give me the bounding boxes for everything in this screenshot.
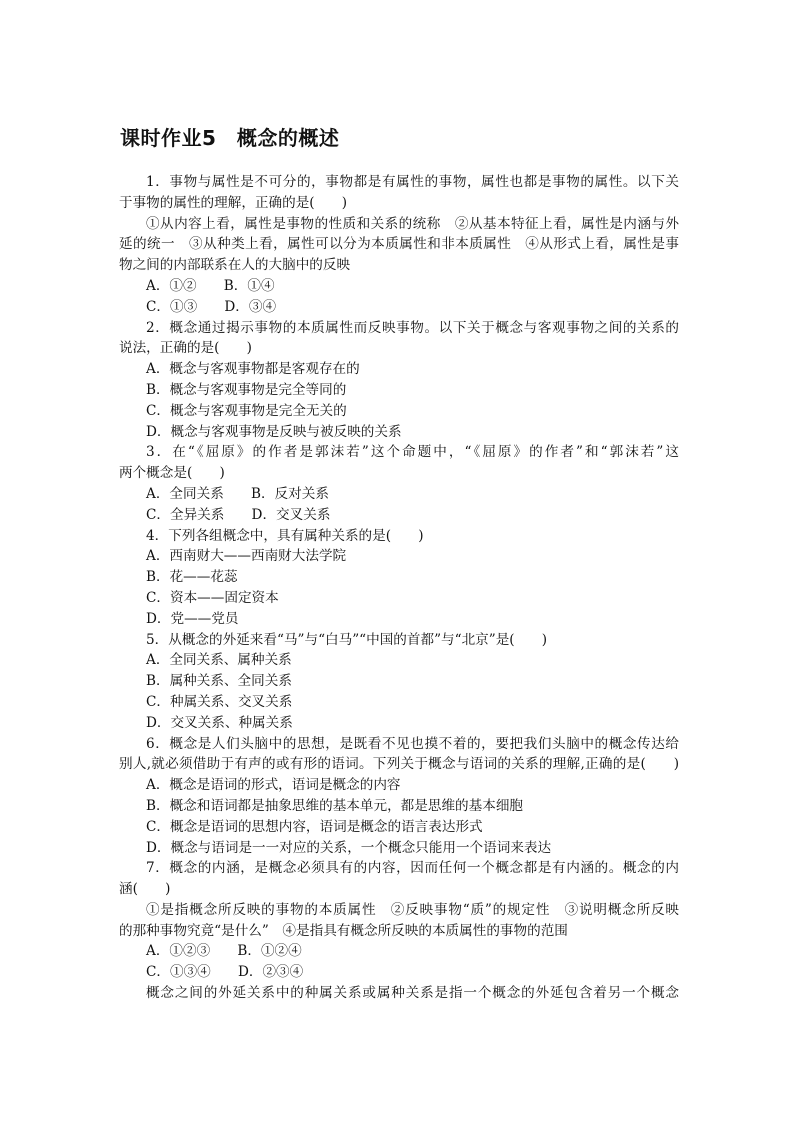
text-line: 概念之间的外延关系中的种属关系或属种关系是指一个概念的外延包含着另一个概念	[146, 985, 679, 1002]
text-line: 3．在“《屈原》的作者是郭沫若”这个命题中，“《屈原》的作者”和“郭沫若”这	[146, 444, 679, 461]
text-line: C．种属关系、交叉关系	[146, 693, 293, 710]
text-line: C．全异关系 D．交叉关系	[146, 506, 331, 523]
text-line: C．资本——固定资本	[146, 589, 279, 606]
text-line: C．①③④ D．②③④	[146, 964, 304, 981]
text-line: ①是指概念所反映的事物的本质属性 ②反映事物“质”的规定性 ③说明概念所反映	[146, 901, 679, 918]
text-line: B．花——花蕊	[146, 569, 238, 586]
text-line: A．①②③ B．①②④	[146, 943, 302, 960]
text-line: A．西南财大——西南财大法学院	[146, 548, 347, 565]
text-line: A．概念是语词的形式，语词是概念的内容	[146, 777, 401, 794]
page-title: 课时作业5 概念的概述	[120, 126, 340, 150]
text-line: 2．概念通过揭示事物的本质属性而反映事物。以下关于概念与客观事物之间的关系的	[146, 319, 679, 336]
text-line: 于事物的属性的理解，正确的是( )	[119, 194, 348, 211]
text-line: D．交叉关系、种属关系	[146, 714, 293, 731]
exercise-content	[119, 172, 679, 1004]
text-line: B．属种关系、全同关系	[146, 673, 292, 690]
text-line: 1．事物与属性是不可分的，事物都是有属性的事物，属性也都是事物的属性。以下关	[146, 174, 679, 190]
text-line: 说法，正确的是( )	[119, 340, 252, 357]
text-line: A．①② B．①④	[146, 277, 275, 294]
text-line: B．概念与客观事物是完全等同的	[146, 381, 347, 398]
text-line: C．概念与客观事物是完全无关的	[146, 402, 347, 419]
text-line: A．全同关系 B．反对关系	[146, 485, 329, 502]
text-line: A．概念与客观事物都是客观存在的	[146, 361, 360, 378]
text-line: 7．概念的内涵，是概念必须具有的内容，因而任何一个概念都是有内涵的。概念的内	[146, 860, 679, 877]
text-line: 物之间的内部联系在人的大脑中的反映	[119, 257, 351, 274]
text-line: 4．下列各组概念中，具有属种关系的是( )	[146, 527, 424, 544]
text-line: B．概念和语词都是抽象思维的基本单元，都是思维的基本细胞	[146, 797, 524, 814]
text-line: D．概念与语词是一一对应的关系，一个概念只能用一个语词来表达	[146, 839, 552, 856]
text-line: 5．从概念的外延来看“马”与“白马”“中国的首都”与“北京”是( )	[146, 631, 548, 648]
text-line: 的那种事物究竟“是什么” ④是指具有概念所反映的本质属性的事物的范围	[119, 922, 568, 939]
text-line: D．党——党员	[146, 610, 239, 627]
text-line: A．全同关系、属种关系	[146, 652, 292, 669]
text-line: 两个概念是( )	[119, 465, 225, 482]
text-line: ①从内容上看，属性是事物的性质和关系的统称 ②从基本特征上看，属性是内涵与外	[146, 215, 679, 232]
text-line: D．概念与客观事物是反映与被反映的关系	[146, 423, 402, 440]
text-line: C．①③ D．③④	[146, 298, 277, 315]
text-line: 别人,就必须借助于有声的或有形的语词。下列关于概念与语词的关系的理解,正确的是( )	[119, 756, 679, 773]
text-line: C．概念是语词的思想内容，语词是概念的语言表达形式	[146, 818, 483, 835]
text-line: 涵( )	[119, 881, 171, 898]
text-line: 延的统一 ③从种类上看，属性可以分为本质属性和非本质属性 ④从形式上看，属性是事	[119, 236, 679, 253]
text-line: 6．概念是人们头脑中的思想，是既看不见也摸不着的，要把我们头脑中的概念传达给	[146, 735, 679, 752]
